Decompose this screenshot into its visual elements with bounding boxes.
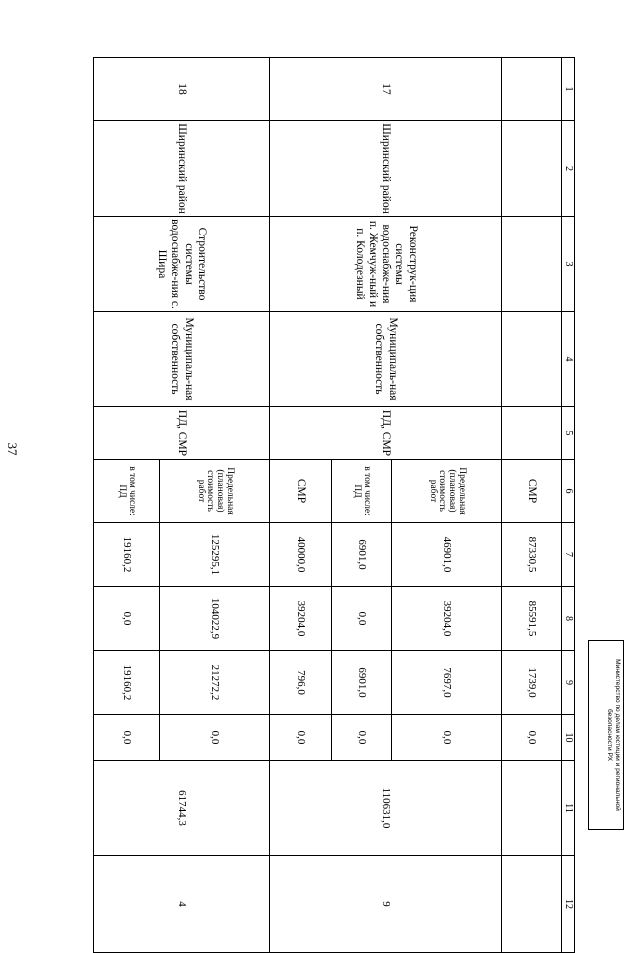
investment-table xyxy=(93,57,575,953)
value-col-8: 39204,0 xyxy=(392,587,502,651)
object-name-cell: Реконструк-ция системы водоснабже-ния п. Жемчуж-ный и п. Колодезный xyxy=(270,217,502,312)
empty-cell xyxy=(502,121,562,217)
value-col-10: 0,0 xyxy=(502,715,562,761)
district-cell: Ширинский район xyxy=(270,121,502,217)
object-name-cell: Строительство системы водоснабже-ния с. Шира xyxy=(94,217,270,312)
row-number: 18 xyxy=(94,58,270,121)
value-col-8: 39204,0 xyxy=(270,587,332,651)
cost-label: Предельная (плановая) стоимость работ xyxy=(160,460,270,523)
col-header-2: 2 xyxy=(562,121,575,217)
prev-row-smr xyxy=(502,58,562,953)
value-col-7: 46901,0 xyxy=(392,523,502,587)
value-col-7: 125295,1 xyxy=(160,523,270,587)
empty-cell xyxy=(502,58,562,121)
col-header-3: 3 xyxy=(562,217,575,312)
cost-label: СМР xyxy=(502,460,562,523)
value-col-9: 7697,0 xyxy=(392,651,502,715)
value-col-9: 19160,2 xyxy=(94,651,160,715)
value-col-10: 0,0 xyxy=(332,715,392,761)
empty-cell xyxy=(502,856,562,953)
value-col-9: 21272,2 xyxy=(160,651,270,715)
col-12-cell: 4 xyxy=(94,856,270,953)
table-row-17 xyxy=(392,58,502,953)
rotated-table-container xyxy=(93,57,575,909)
value-col-7: 19160,2 xyxy=(94,523,160,587)
col-header-1: 1 xyxy=(562,58,575,121)
value-col-8: 0,0 xyxy=(94,587,160,651)
col-header-5: 5 xyxy=(562,407,575,460)
value-col-7: 40000,0 xyxy=(270,523,332,587)
value-col-9: 6901,0 xyxy=(332,651,392,715)
stage-cell: ПД, СМР xyxy=(270,407,502,460)
stage-cell: ПД, СМР xyxy=(94,407,270,460)
value-col-10: 0,0 xyxy=(392,715,502,761)
value-col-10: 0,0 xyxy=(94,715,160,761)
value-col-7: 87330,5 xyxy=(502,523,562,587)
total-cell: 61744,3 xyxy=(94,761,270,856)
empty-cell xyxy=(502,312,562,407)
empty-cell xyxy=(502,761,562,856)
value-col-9: 796,0 xyxy=(270,651,332,715)
ownership-cell: Муниципаль-ная собственность xyxy=(270,312,502,407)
value-col-7: 6901,0 xyxy=(332,523,392,587)
stamp-text: Министерство по делам юстиции и региональной безопасности РХ xyxy=(588,640,624,830)
col-header-7: 7 xyxy=(562,523,575,587)
ownership-cell: Муниципаль-ная собственность xyxy=(94,312,270,407)
cost-label: в том числе: ПД xyxy=(94,460,160,523)
cost-label: Предельная (плановая) стоимость работ xyxy=(392,460,502,523)
col-header-11: 11 xyxy=(562,761,575,856)
value-col-8: 0,0 xyxy=(332,587,392,651)
col-header-9: 9 xyxy=(562,651,575,715)
col-header-8: 8 xyxy=(562,587,575,651)
value-col-10: 0,0 xyxy=(270,715,332,761)
total-cell: 110631,0 xyxy=(270,761,502,856)
col-header-10: 10 xyxy=(562,715,575,761)
empty-cell xyxy=(502,217,562,312)
cost-label: СМР xyxy=(270,460,332,523)
col-12-cell: 9 xyxy=(270,856,502,953)
district-cell: Ширинский район xyxy=(94,121,270,217)
col-header-4: 4 xyxy=(562,312,575,407)
column-numbers-row xyxy=(562,58,575,953)
value-col-8: 104022,9 xyxy=(160,587,270,651)
registration-stamp xyxy=(588,640,624,830)
empty-cell xyxy=(502,407,562,460)
value-col-9: 1739,0 xyxy=(502,651,562,715)
col-header-6: 6 xyxy=(562,460,575,523)
row-number: 17 xyxy=(270,58,502,121)
value-col-8: 85591,5 xyxy=(502,587,562,651)
cost-label: в том числе: ПД xyxy=(332,460,392,523)
page-number: 37 xyxy=(5,442,20,456)
table-row-18 xyxy=(160,58,270,953)
col-header-12: 12 xyxy=(562,856,575,953)
value-col-10: 0,0 xyxy=(160,715,270,761)
